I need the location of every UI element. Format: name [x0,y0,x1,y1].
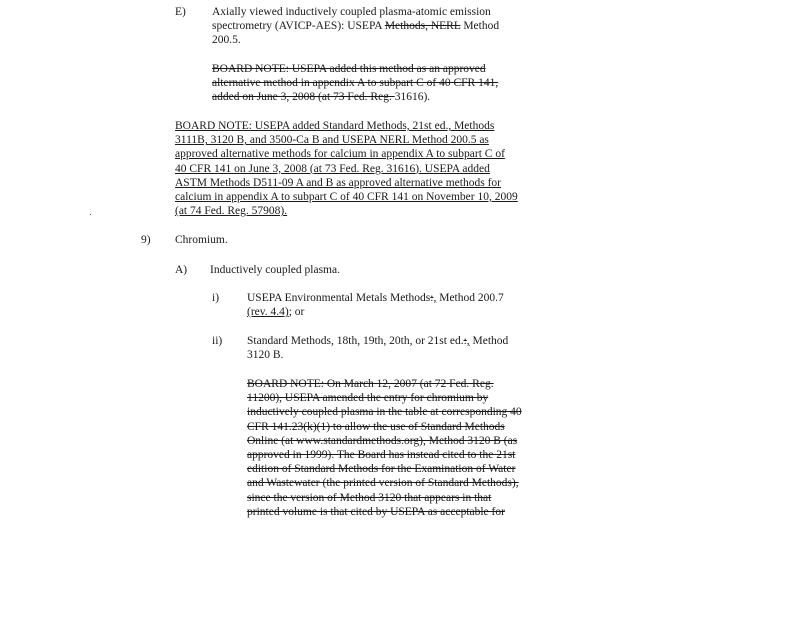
item-ii-line-2: 3120 B. [247,349,284,362]
item-i-label: i) [212,292,220,304]
item-ii-line-1 [247,334,508,348]
board-note-ii-line-9: since the version of Method 3120 that appears in that [247,491,492,504]
item-ii-added-comma: , [466,335,470,347]
board-note-ii-line-8: and Wastewater (the printed version of Standard Methods), [247,477,519,490]
item-i-text [247,291,504,319]
item-a-title: Inductively coupled plasma. [210,264,340,276]
board-note-main-line-1: BOARD NOTE: USEPA added Standard Methods, 21st ed., Methods [175,120,495,132]
board-note-ii-line-5: Online (at www.standardmethods.org), Method 3120 B (as [247,434,518,447]
item-ii-struck-colon: : [463,335,467,347]
item-i-added-comma: , [433,292,437,304]
board-note-main-line-4: 40 CFR 141 on June 3, 2008 (at 73 Fed. Reg. 31616). USEPA added [175,162,490,175]
board-note-main-line-6: calcium in appendix A to subpart C of 40 CFR 141 on November 10, 2009 [175,191,518,204]
board-note-ii-line-6: approved in 1999). The Board has instead cited to the 21st [247,449,516,462]
board-note-ii-line-4: CFR 141.23(k)(1) to allow the use of Standard Methods [247,420,505,433]
item-9-label: 9) [141,234,151,246]
board-note-main-line-7: (at 74 Fed. Reg. 57908). [175,205,288,218]
item-i-line-1-end: Method 200.7 [436,292,504,304]
board-note-e-line-2: alternative method in appendix A to subpart C of 40 CFR 141, [212,77,499,90]
board-note-ii [247,377,522,519]
board-note-ii-line-10: printed volume is that cited by USEPA as acceptable for [247,505,505,518]
item-e-line-1: Axially viewed inductively coupled plasma-atomic emission [212,6,491,18]
item-ii-text [247,334,508,362]
board-note-e-line-1: BOARD NOTE: USEPA added this method as an approved [212,63,486,75]
item-e-line-2-text: spectrometry (AVICP-AES): USEPA [212,20,385,33]
item-i-struck-colon: : [430,292,434,304]
board-note-ii-line-2: 11200), USEPA amended the entry for chromium by [247,392,489,405]
board-note-main-line-5: ASTM Methods D511-09 A and B as approved alternative methods for [175,176,501,189]
board-note-e-line-3-end: 31616). [394,91,431,104]
board-note-e [212,62,498,105]
board-note-main-line-2: 3111B, 3120 B, and 3500-Ca B and USEPA NERL Method 200.5 as [175,134,489,147]
item-i-line-2 [247,305,504,319]
item-ii-label: ii) [212,335,223,347]
item-e-label: E) [175,6,186,18]
item-9-title: Chromium. [175,234,228,246]
item-i-added-rev: (rev. 4.4) [247,306,289,319]
board-note-ii-line-3: inductively coupled plasma in the table at corresponding 40 [247,406,522,419]
board-note-ii-line-1: BOARD NOTE: On March 12, 2007 (at 72 Fed. Reg. [247,378,494,390]
board-note-ii-line-7: edition of Standard Methods for the Examination of Water [247,463,516,476]
item-e-line-3: 200.5. [212,34,241,47]
scan-speck [90,214,91,215]
item-e-line-2-end: Method [460,20,500,33]
item-a-label: A) [175,264,188,276]
item-e-struck-methods: Methods, NERL [384,20,461,33]
item-i-line-1-text: USEPA Environmental Metals Methods [247,292,431,304]
item-e-line-2 [212,19,499,33]
item-e-text [212,5,499,48]
item-i-line-1 [247,291,504,305]
board-note-e-line-3 [212,90,498,104]
board-note-main [175,119,518,218]
item-i-line-2-end: ; or [288,306,305,319]
item-ii-line-1-end: Method [469,335,509,347]
item-ii-line-1-text: Standard Methods, 18th, 19th, 20th, or 21st ed. [247,335,464,347]
board-note-e-line-3-struck: added on June 3, 2008 (at 73 Fed. Reg. [212,91,395,104]
board-note-main-line-3: approved alternative methods for calcium in appendix A to subpart C of [175,148,505,161]
